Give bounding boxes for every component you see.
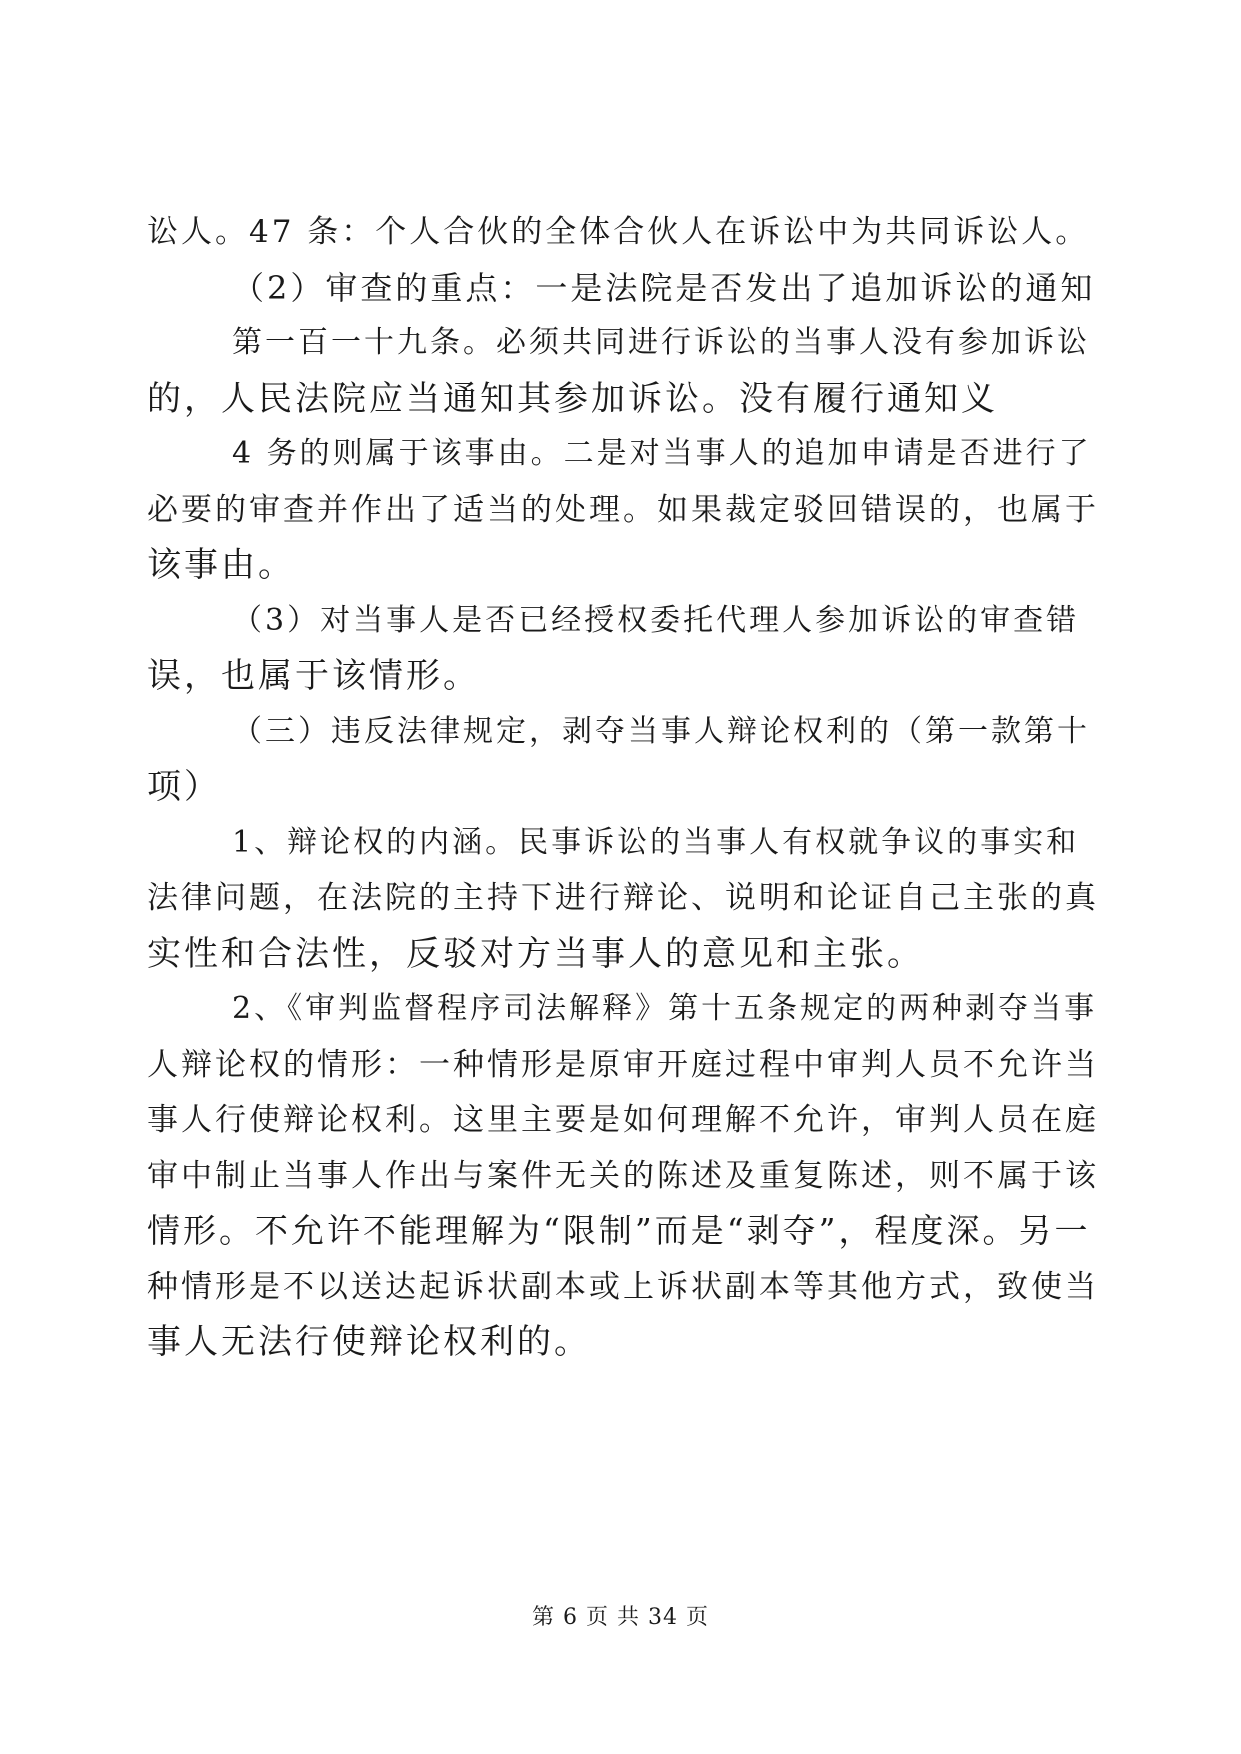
text-line-4: 的，人民法院应当通知其参加诉讼。没有履行通知义 <box>147 379 998 419</box>
text-line-8: （3）对当事人是否已经授权委托代理人参加诉讼的审查错 <box>232 603 1080 638</box>
text-line-15: 2、《审判监督程序司法解释》第十五条规定的两种剥夺当事 <box>232 991 1098 1026</box>
text-line-3: 第一百一十九条。必须共同进行诉讼的当事人没有参加诉讼 <box>232 325 1090 360</box>
text-line-14: 实性和合法性，反驳对方当事人的意见和主张。 <box>147 934 924 974</box>
text-line-5: 4 务的则属于该事由。二是对当事人的追加申请是否进行了 <box>232 436 1092 471</box>
text-line-10: （三）违反法律规定，剥夺当事人辩论权利的（第一款第十 <box>232 714 1090 749</box>
text-line-7: 该事由。 <box>147 545 295 585</box>
text-line-1: 讼人。47 条：个人合伙的全体合伙人在诉讼中为共同诉讼人。 <box>147 214 1090 250</box>
text-line-2: （2）审查的重点：一是法院是否发出了追加诉讼的通知 <box>232 269 1096 307</box>
text-line-13: 法律问题，在法院的主持下进行辩论、说明和论证自己主张的真 <box>147 880 1099 916</box>
text-line-16: 人辩论权的情形：一种情形是原审开庭过程中审判人员不允许当 <box>147 1047 1099 1083</box>
text-line-19: 情形。不允许不能理解为“限制”而是“剥夺”，程度深。另一 <box>147 1211 1091 1250</box>
text-line-6: 必要的审查并作出了适当的处理。如果裁定驳回错误的，也属于 <box>147 492 1099 528</box>
page-number-footer: 第 6 页 共 34 页 <box>532 1605 709 1630</box>
text-line-17: 事人行使辩论权利。这里主要是如何理解不允许，审判人员在庭 <box>147 1102 1099 1138</box>
text-line-11: 项） <box>147 767 221 807</box>
text-line-21: 事人无法行使辩论权利的。 <box>147 1322 591 1362</box>
text-line-18: 审中制止当事人作出与案件无关的陈述及重复陈述，则不属于该 <box>147 1158 1099 1194</box>
text-line-12: 1、辩论权的内涵。民事诉讼的当事人有权就争议的事实和 <box>232 825 1080 860</box>
text-line-9: 误，也属于该情形。 <box>147 656 480 696</box>
text-line-20: 种情形是不以送达起诉状副本或上诉状副本等其他方式，致使当 <box>147 1269 1099 1305</box>
